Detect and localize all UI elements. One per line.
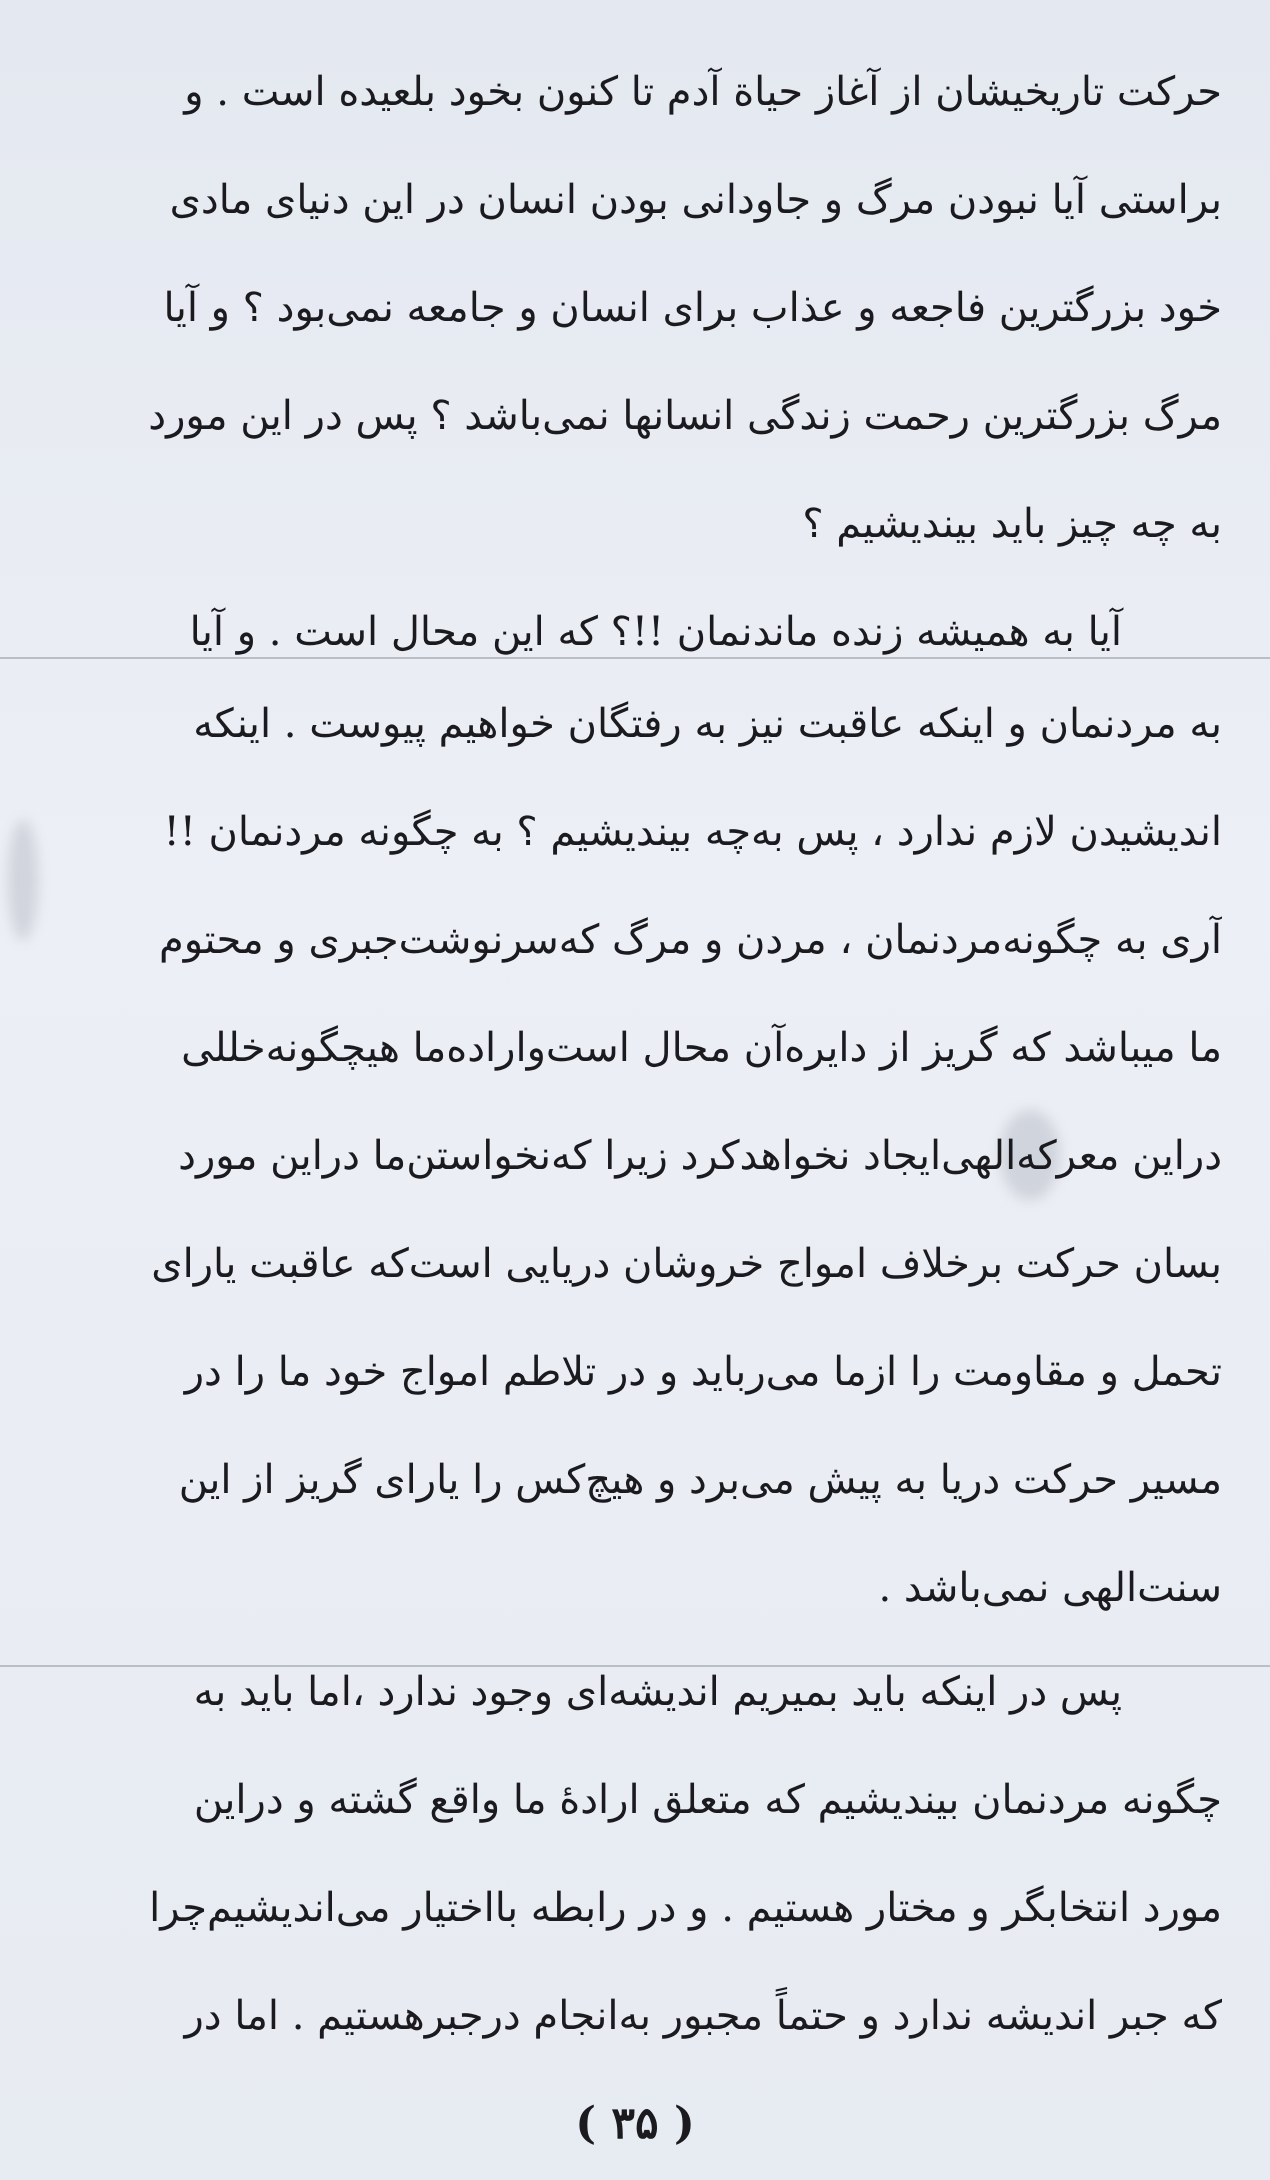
- paragraph-1: [22, 38, 1222, 686]
- fold-line: [0, 657, 1270, 659]
- text-line: براستی آیا نبودن مرگ و جاودانی بودن انسان در این دنیای مادی: [169, 177, 1222, 223]
- text-line: حرکت تاریخیشان از آغاز حیاة آدم تا کنون بخود بلعیده است . و: [184, 69, 1222, 115]
- paragraph-2: [22, 670, 1222, 1642]
- text-line: تحمل و مقاومت را ازما می‌رباید و در تلاطم امواج خود ما را در: [184, 1349, 1222, 1395]
- text-line: به مردنمان و اینکه عاقبت نیز به رفتگان خواهیم پیوست . اینکه: [193, 701, 1222, 747]
- text-line: آری به چگونه‌مردنمان ، مردن و مرگ که‌سرنوشت‌جبری و محتوم: [158, 917, 1222, 963]
- text-line: خود بزرگترین فاجعه و عذاب برای انسان و جامعه نمی‌بود ؟ و آیا: [163, 285, 1222, 331]
- text-line: بسان حرکت برخلاف امواج خروشان دریایی است‌که عاقبت یارای: [151, 1241, 1222, 1287]
- text-line: مسیر حرکت دریا به پیش می‌برد و هیچ‌کس را یارای گریز از این: [178, 1457, 1222, 1503]
- text-line: مورد انتخابگر و مختار هستیم . و در رابطه بااختیار می‌اندیشیم‌چرا: [149, 1885, 1222, 1931]
- text-line: مرگ بزرگترین رحمت زندگی انسانها نمی‌باشد ؟ پس در این مورد: [148, 393, 1222, 439]
- text-line: چگونه مردنمان بیندیشیم که متعلق اراده‌ٔ ما واقع گشته و دراین: [193, 1777, 1222, 1823]
- paragraph-3: [22, 1638, 1222, 2070]
- text-line: آیا به همیشه زنده ماندنمان !!؟ که این محال است . و آیا: [189, 609, 1122, 655]
- text-line: که جبر اندیشه ندارد و حتماً مجبور به‌انجام درجبرهستیم . اما در: [184, 1993, 1222, 2039]
- text-line: ما میباشد که گریز از دایره‌آن محال است‌واراده‌ما هیچگونه‌خللی: [181, 1025, 1222, 1071]
- text-line: سنت‌الهی نمی‌باشد .: [878, 1565, 1222, 1611]
- text-line: پس در اینکه باید بمیریم اندیشه‌ای وجود ندارد ،اما باید به: [193, 1669, 1122, 1715]
- text-line: دراین معرکه‌الهی‌ایجاد نخواهدکرد زیرا که‌نخواستن‌ما دراین مورد: [178, 1133, 1222, 1179]
- text-line: اندیشیدن لازم ندارد ، پس به‌چه بیندیشیم ؟ به چگونه مردنمان !!: [163, 809, 1222, 855]
- text-line: به چه چیز باید بیندیشیم ؟: [802, 501, 1222, 547]
- page-number: ( ۳۵ ): [575, 2098, 695, 2149]
